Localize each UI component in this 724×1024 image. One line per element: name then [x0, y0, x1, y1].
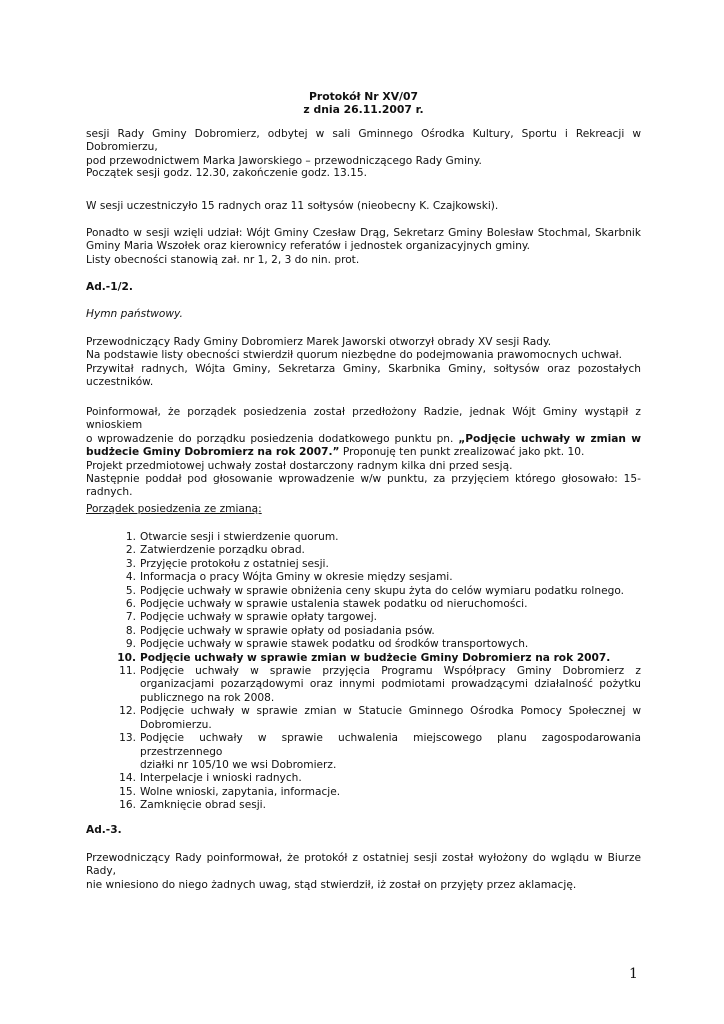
ad3-line: nie wniesiono do niego żadnych uwag, stąd stwierdził, iż został on przyjęty przez aklamację.	[86, 878, 577, 891]
section-heading-ad3: Ad.-3.	[86, 824, 122, 836]
agenda-item-number: 9.	[125, 638, 136, 651]
agenda-item-text	[140, 772, 641, 785]
info-line: Projekt przedmiotowej uchwały został dostarczony radnym kilka dni przed sesją.	[86, 459, 513, 472]
info-bold-text: budżecie Gminy Dobromierz na rok 2007.”	[86, 446, 340, 459]
agenda-item-line: publicznego na rok 2008.	[140, 691, 275, 704]
info-line: Następnie poddał pod głosowanie wprowadzenie w/w punktu, za przyjęciem którego głosowało: 15-	[86, 473, 641, 486]
agenda-item-line: Podjęcie uchwały w sprawie ustalenia stawek podatku od nieruchomości.	[140, 598, 528, 611]
agenda-item	[117, 651, 641, 665]
agenda-item-number: 1.	[125, 531, 136, 543]
agenda-item-line: Podjęcie uchwały w sprawie opłaty targowej.	[140, 611, 378, 624]
agenda-item	[122, 625, 641, 638]
agenda-item-text	[140, 585, 641, 598]
agenda-item-number: 10.	[117, 651, 136, 664]
agenda-item-line: Podjęcie uchwały w sprawie zmian w Statucie Gminnego Ośrodka Pomocy Społecznej w	[140, 705, 641, 718]
agenda-item-line: Podjęcie uchwały w sprawie zmian w budżecie Gminy Dobromierz na rok 2007.	[140, 651, 611, 664]
agenda-item-line: Podjęcie uchwały w sprawie opłaty od posiadania psów.	[140, 624, 435, 637]
agenda-item-number: 13.	[119, 732, 136, 745]
agenda-item-number: 11.	[119, 665, 136, 678]
opening-line: Przewodniczący Rady Gminy Dobromierz Marek Jaworski otworzył obrady XV sesji Rady.	[86, 336, 552, 348]
agenda-item-text	[140, 531, 641, 544]
agenda-item-text	[140, 598, 641, 611]
agenda-item	[119, 665, 641, 705]
agenda-item-line: Podjęcie uchwały w sprawie stawek podatku od środków transportowych.	[140, 638, 529, 651]
protocol-date: z dnia 26.11.2007 r.	[303, 103, 424, 116]
participants-paragraph	[86, 227, 641, 267]
agenda-item-text	[140, 799, 641, 812]
agenda-item-text	[140, 652, 641, 665]
ad3-paragraph	[86, 852, 641, 892]
agenda-item	[119, 785, 641, 799]
agenda-item-number: 2.	[125, 544, 136, 557]
agenda-item-line: Przyjęcie protokołu z ostatniej sesji.	[140, 557, 329, 570]
agenda-item-text	[140, 638, 641, 651]
anthem-text: Hymn państwowy.	[86, 308, 183, 320]
info-paragraph	[86, 406, 641, 500]
participants-line: Listy obecności stanowią zał. nr 1, 2, 3 do nin. prot.	[86, 253, 360, 266]
protocol-title: Protokół Nr XV/07	[308, 90, 419, 103]
agenda-item	[119, 705, 641, 732]
agenda-item-line: Zatwierdzenie porządku obrad.	[140, 544, 305, 557]
agenda-item-number: 7.	[125, 611, 136, 624]
info-text: o wprowadzenie do porządku posiedzenia dodatkowego punktu pn.	[86, 432, 454, 445]
agenda-item-text	[140, 665, 641, 705]
agenda-item-line: Otwarcie sesji i stwierdzenie quorum.	[140, 531, 339, 543]
agenda-item-text	[140, 571, 641, 584]
agenda-item-text	[140, 544, 641, 557]
agenda-item	[122, 544, 641, 557]
info-line	[86, 433, 641, 446]
agenda-list	[117, 531, 641, 813]
agenda-item	[122, 571, 641, 584]
ad3-line: Przewodniczący Rady poinformował, że protokół z ostatniej sesji został wyłożony do wglądu w Biurze Rady,	[86, 852, 641, 878]
agenda-item-line: Informacja o pracy Wójta Gminy w okresie między sesjami.	[140, 571, 453, 584]
page-number: 1	[629, 966, 638, 982]
info-line: radnych.	[86, 486, 133, 499]
agenda-item-number: 12.	[119, 705, 136, 718]
agenda-heading: Porządek posiedzenia ze zmianą:	[86, 503, 262, 515]
agenda-item-number: 15.	[119, 785, 136, 798]
agenda-item-line: Dobromierzu.	[140, 718, 212, 731]
agenda-item-text	[140, 732, 641, 772]
info-bold-text: „Podjęcie uchwały w zmian w	[458, 432, 641, 445]
agenda-item-number: 14.	[119, 772, 136, 785]
agenda-item-text	[140, 786, 641, 799]
agenda-item-number: 6.	[125, 598, 136, 611]
agenda-item-line: działki nr 105/10 we wsi Dobromierz.	[140, 758, 337, 771]
agenda-item	[122, 585, 641, 598]
document-page	[86, 0, 641, 1024]
agenda-item-line: Podjęcie uchwały w sprawie przyjęcia Programu Współpracy Gminy Dobromierz z	[140, 665, 641, 678]
agenda-item-line: organizacjami pozarządowymi oraz innymi podmiotami prowadzącymi działalność pożytku	[140, 678, 641, 691]
participants-line: Ponadto w sesji wzięli udział: Wójt Gminy Czesław Drąg, Sekretarz Gminy Bolesław Stochmal, Skarbnik	[86, 227, 641, 239]
section-heading-ad12: Ad.-1/2.	[86, 281, 133, 293]
agenda-item	[119, 772, 641, 785]
agenda-item	[122, 611, 641, 624]
opening-line: uczestników.	[86, 376, 154, 389]
agenda-item	[122, 638, 641, 651]
agenda-item-number: 4.	[125, 571, 136, 584]
agenda-item-line: Podjęcie uchwały w sprawie obniżenia ceny skupu żyta do celów wymiaru podatku rolnego.	[140, 584, 624, 597]
agenda-item	[119, 799, 641, 812]
agenda-item-line: Zamknięcie obrad sesji.	[140, 799, 266, 812]
agenda-item-line: Wolne wnioski, zapytania, informacje.	[140, 785, 341, 798]
intro-line: pod przewodnictwem Marka Jaworskiego – przewodniczącego Rady Gminy.	[86, 154, 482, 167]
attendance-paragraph: W sesji uczestniczyło 15 radnych oraz 11 sołtysów (nieobecny K. Czajkowski).	[86, 200, 499, 212]
info-line	[86, 446, 641, 459]
agenda-item-number: 8.	[125, 624, 136, 637]
agenda-item	[122, 558, 641, 571]
intro-paragraph	[86, 128, 641, 168]
agenda-item-text	[140, 705, 641, 732]
opening-line: Przywitał radnych, Wójta Gminy, Sekretarza Gminy, Skarbnika Gminy, sołtysów oraz pozostałych	[86, 362, 641, 375]
intro-line: sesji Rady Gminy Dobromierz, odbytej w sali Gminnego Ośrodka Kultury, Sportu i Rekreacji w Dobromierzu,	[86, 128, 641, 154]
agenda-item	[122, 531, 641, 544]
agenda-item-number: 5.	[125, 584, 136, 597]
agenda-item-text	[140, 611, 641, 624]
agenda-item-text	[140, 558, 641, 571]
agenda-item	[122, 598, 641, 611]
info-line: Poinformował, że porządek posiedzenia został przedłożony Radzie, jednak Wójt Gminy wystąpił z wnioskiem	[86, 406, 641, 432]
session-time-paragraph: Początek sesji godz. 12.30, zakończenie godz. 13.15.	[86, 167, 368, 179]
opening-paragraph	[86, 336, 641, 390]
agenda-item-number: 3.	[125, 557, 136, 570]
agenda-item-text	[140, 625, 641, 638]
agenda-item	[119, 732, 641, 772]
agenda-item-number: 16.	[119, 799, 136, 812]
opening-line: Na podstawie listy obecności stwierdził quorum niezbędne do podejmowania prawomocnych uchwał.	[86, 349, 622, 362]
agenda-item-line: Interpelacje i wnioski radnych.	[140, 772, 302, 785]
agenda-item-line: Podjęcie uchwały w sprawie uchwalenia miejscowego planu zagospodarowania przestrzennego	[140, 732, 641, 758]
participants-line: Gminy Maria Wszołek oraz kierownicy referatów i jednostek organizacyjnych gminy.	[86, 240, 531, 253]
info-text: Proponuję ten punkt zrealizować jako pkt. 10.	[342, 446, 585, 459]
